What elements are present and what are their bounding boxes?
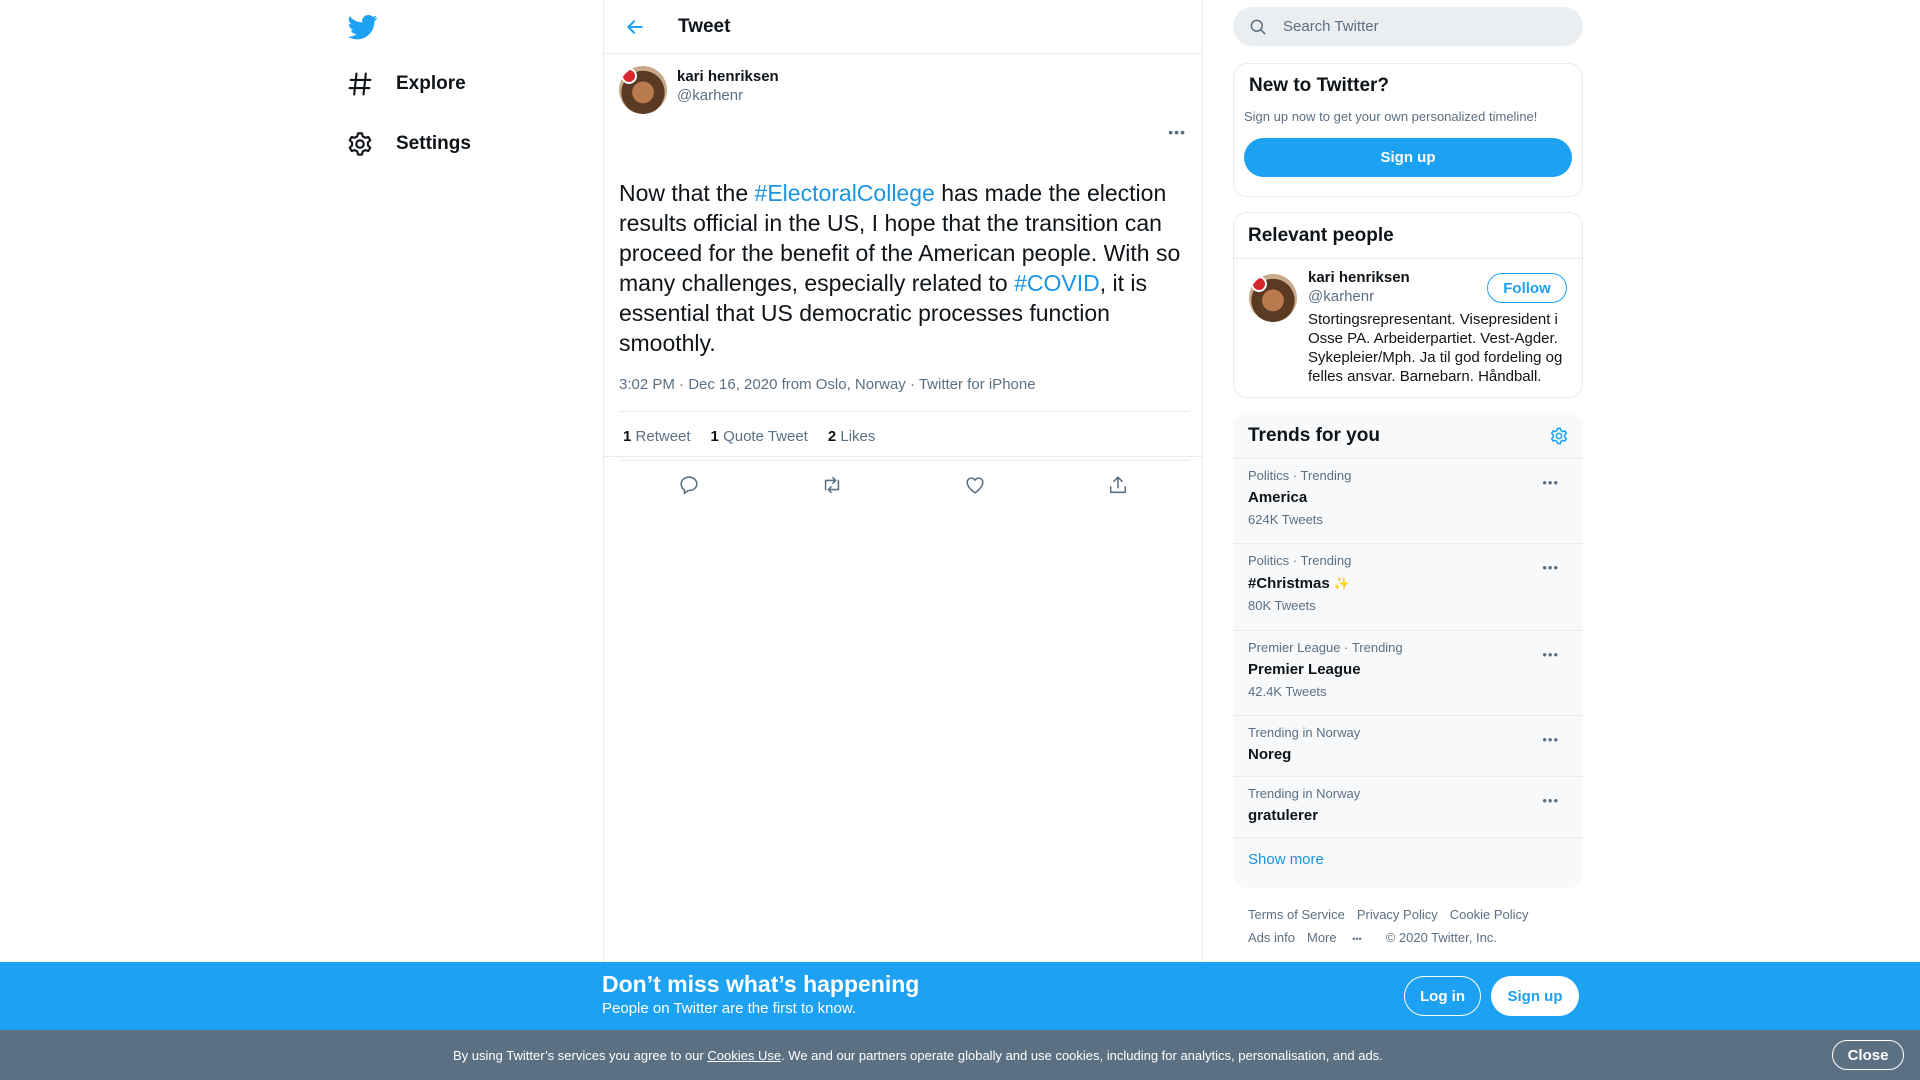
bottom-bar-subtitle: People on Twitter are the first to know. [602,1000,857,1017]
retweets-stat[interactable] [623,428,691,445]
tweet-text-part: has made the election results official in the US, I hope that the transition can proceed for the benefit of the American people. With so many challenges, especially related to [619,180,1181,296]
trend-item[interactable] [1233,631,1583,716]
trend-count: 80K Tweets [1248,598,1316,613]
main-column [603,0,1203,962]
tweet-text [619,178,1194,358]
trends-title: Trends for you [1248,425,1380,446]
cookies-use-link[interactable]: Cookies Use [707,1048,782,1063]
terms-link[interactable]: Terms of Service [1248,907,1345,922]
quotes-label: Quote Tweet [723,427,808,445]
likes-stat[interactable] [828,428,876,445]
new-to-twitter-card [1233,63,1583,197]
trend-name: gratulerer [1248,807,1319,824]
nav-settings[interactable] [346,124,471,164]
bottom-signup-bar [0,962,1920,1030]
ads-info-link[interactable]: Ads info [1248,930,1295,945]
likes-count: 2 [827,427,837,445]
relevant-name[interactable]: kari henriksen [1308,269,1410,286]
back-button[interactable] [619,11,651,43]
trends-header [1233,413,1583,459]
nav-settings-label: Settings [396,133,471,154]
trend-category: Politics · Trending [1248,468,1352,483]
cookie-text [453,1048,1383,1063]
new-to-twitter-title: New to Twitter? [1249,75,1390,96]
more-label: More [1306,930,1337,945]
more-dots-icon: ••• [1352,934,1362,944]
cookie-banner [0,1030,1920,1080]
more-options-icon[interactable]: ••• [1542,560,1559,575]
cookie-policy-link[interactable]: Cookie Policy [1449,907,1529,922]
trends-card [1233,413,1583,888]
like-icon[interactable] [964,474,988,498]
privacy-link[interactable]: Privacy Policy [1356,907,1438,922]
hashtag-link-electoralcollege[interactable]: #ElectoralCollege [754,180,935,206]
trend-name-row [1248,575,1583,592]
new-to-twitter-subtitle: Sign up now to get your own personalized timeline! [1244,109,1538,124]
retweets-count: 1 [623,427,632,445]
trend-name: America [1248,489,1308,506]
follow-button[interactable]: Follow [1487,273,1567,303]
trend-item[interactable] [1233,459,1583,544]
signup-button[interactable]: Sign up [1244,138,1572,177]
page-title: Tweet [678,15,731,37]
cookie-close-button[interactable]: Close [1832,1040,1904,1070]
tweet-actions [619,461,1190,511]
trend-category: Trending in Norway [1248,725,1361,740]
trend-category: Trending in Norway [1248,786,1361,801]
search-input[interactable] [1283,18,1563,35]
trend-count: 624K Tweets [1248,512,1323,527]
divider [604,456,1202,457]
more-options-icon[interactable]: ••• [1542,793,1559,808]
trend-item[interactable] [1233,777,1583,838]
share-icon[interactable] [1107,474,1131,498]
copyright: © 2020 Twitter, Inc. [1385,930,1497,945]
sparkle-emoji-icon: ✨ [1333,576,1351,591]
tweet-text-part: , it is essential that US democratic processes function smoothly. [619,270,1147,356]
search-bar[interactable] [1233,7,1583,46]
gear-icon[interactable] [1549,426,1569,446]
nav-explore[interactable] [346,64,466,104]
nav-explore-label: Explore [396,73,466,94]
cookie-text-part: By using Twitter’s services you agree to our [453,1048,708,1063]
hashtag-link-covid[interactable]: #COVID [1014,270,1100,296]
trend-name: Premier League [1248,661,1361,678]
trend-count: 42.4K Tweets [1248,684,1327,699]
trend-category: Politics · Trending [1248,553,1352,568]
tweet-text-part: Now that the [619,180,755,206]
main-header [604,0,1202,54]
rose-badge-icon [621,68,637,84]
retweet-icon[interactable] [821,474,845,498]
tweet-author[interactable] [619,66,779,114]
hashtag-icon [346,70,374,98]
bottom-bar-title: Don’t miss what’s happening [602,971,920,997]
rose-badge-icon [1251,276,1267,292]
relevant-people-card [1233,212,1583,398]
more-link[interactable] [1307,926,1374,951]
trend-item[interactable] [1233,716,1583,777]
trend-name: #Christmas [1248,575,1330,592]
tweet-stats [619,411,1190,461]
relevant-people-title: Relevant people [1234,213,1582,259]
arrow-left-icon [625,17,645,37]
author-handle[interactable]: @karhenr [677,87,744,104]
relevant-avatar[interactable] [1249,274,1297,322]
tweet-meta[interactable]: 3:02 PM · Dec 16, 2020 from Oslo, Norway · Twitter for iPhone [619,376,1036,393]
search-icon [1248,17,1268,37]
quotes-stat[interactable] [711,428,808,445]
avatar[interactable] [619,66,667,114]
trend-category: Premier League · Trending [1248,640,1403,655]
relevant-handle[interactable]: @karhenr [1308,288,1375,305]
more-options-icon[interactable]: ••• [1542,732,1559,747]
likes-label: Likes [840,427,876,445]
relevant-bio: Stortingsrepresentant. Visepresident i Osse PA. Arbeiderpartiet. Vest-Agder. Sykepleier/Mph. Ja til god fordeling og felles ansvar. Barnebarn. Håndball. [1308,311,1563,385]
cookie-text-part: . We and our partners operate globally and use cookies, including for analytics, personalisation, and ads. [781,1048,1383,1063]
retweets-label: Retweet [635,427,691,445]
twitter-logo-icon[interactable] [348,12,378,42]
author-name[interactable]: kari henriksen [677,68,779,85]
login-button[interactable]: Log in [1404,976,1481,1016]
more-options-icon[interactable]: ••• [1542,475,1559,490]
quotes-count: 1 [710,427,719,445]
trend-name: Noreg [1248,746,1292,763]
footer-links [1248,903,1578,951]
reply-icon[interactable] [678,474,702,498]
more-options-icon[interactable]: ••• [1168,124,1186,140]
gear-icon [346,130,374,158]
trend-item[interactable] [1233,544,1583,631]
more-options-icon[interactable]: ••• [1542,647,1559,662]
show-more-link[interactable]: Show more [1248,851,1324,868]
bottom-signup-button[interactable]: Sign up [1491,976,1579,1016]
